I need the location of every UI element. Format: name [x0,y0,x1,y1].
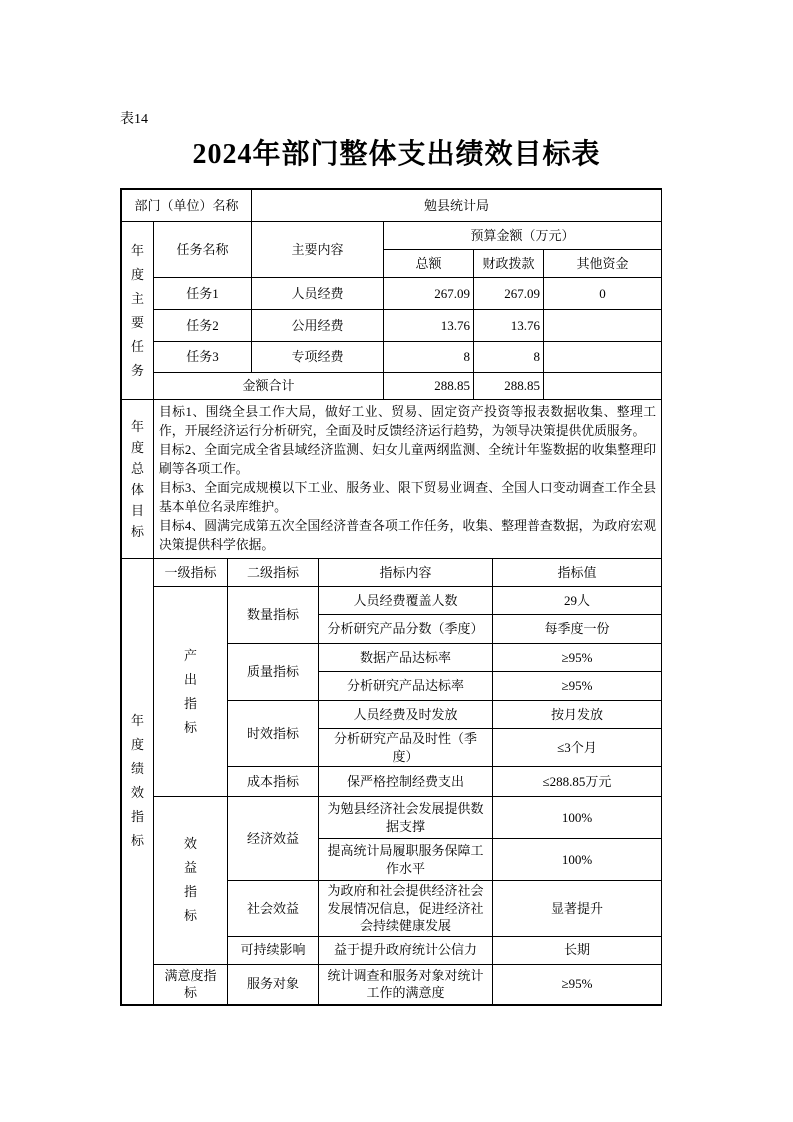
table-row [122,222,662,250]
indicator-value: 显著提升 [493,881,662,937]
indicator-content: 为勉县经济社会发展提供数据支撑 [319,797,493,839]
header-level1-indicator: 一级指标 [154,559,228,587]
task-content: 公用经费 [252,310,384,342]
indicator-value: ≥95% [493,964,662,1004]
output-indicators-label [154,587,228,797]
output-indicators-vertical-text: 产出指标 [184,647,198,735]
annual-tasks-section-label [122,222,154,400]
amount-total-other [544,373,662,400]
goal-item-3: 目标3、全面完成规模以下工业、服务业、限下贸易业调查、全国人口变动调查工作全县基本单位名录库维护。 [159,481,657,514]
amount-total-fiscal: 288.85 [474,373,544,400]
indicator-value: 按月发放 [493,701,662,729]
table-row [122,190,662,222]
table-row [122,797,662,839]
indicator-content: 分析研究产品分数（季度） [319,615,493,644]
service-target-label: 服务对象 [228,964,319,1004]
header-main-content: 主要内容 [252,222,384,278]
task-fiscal-value: 13.76 [474,310,544,342]
indicator-content: 提高统计局履职服务保障工作水平 [319,839,493,881]
indicator-content: 分析研究产品达标率 [319,672,493,701]
indicator-content: 数据产品达标率 [319,644,493,672]
table-row [122,964,662,1004]
quantity-indicator-label: 数量指标 [228,587,319,644]
sustainability-indicator-label: 可持续影响 [228,936,319,964]
header-other-funds: 其他资金 [544,250,662,278]
indicator-content: 分析研究产品及时性（季度） [319,729,493,767]
header-task-name: 任务名称 [154,222,252,278]
social-benefit-label: 社会效益 [228,881,319,937]
indicator-value: 100% [493,839,662,881]
dept-name-value: 勉县统计局 [252,190,662,222]
task-name: 任务2 [154,310,252,342]
annual-goals-vertical-text: 年度总体目标 [131,419,145,539]
satisfaction-indicator-label [154,964,228,1004]
header-indicator-content: 指标内容 [319,559,493,587]
dept-name-label: 部门（单位）名称 [122,190,252,222]
header-indicator-value: 指标值 [493,559,662,587]
indicator-content: 人员经费及时发放 [319,701,493,729]
indicator-value: 29人 [493,587,662,615]
indicator-content: 统计调查和服务对象对统计工作的满意度 [319,964,493,1004]
header-budget-amount: 预算金额（万元） [384,222,662,250]
table-number-tag: 表14 [120,112,148,127]
task-name: 任务1 [154,278,252,310]
page-title: 2024年部门整体支出绩效目标表 [192,139,601,170]
task-other-value [544,310,662,342]
indicator-content: 保严格控制经费支出 [319,767,493,797]
benefit-indicators-vertical-text: 效益指标 [184,836,198,924]
task-content: 人员经费 [252,278,384,310]
performance-indicators-section-label [122,559,154,1005]
satisfaction-indicator-text: 满意度指标 [164,967,217,1001]
performance-indicators-table [121,558,662,1005]
performance-target-table [120,188,662,1006]
header-total: 总额 [384,250,474,278]
table-row [122,342,662,373]
amount-total-value: 288.85 [384,373,474,400]
task-fiscal-value: 267.09 [474,278,544,310]
goal-item-1: 目标1、围绕全县工作大局，做好工业、贸易、固定资产投资等报表数据收集、整理工作，开展经济运行分析研究，全面及时反馈经济运行趋势，为领导决策提供优质服务。 [159,405,657,438]
goal-item-2: 目标2、全面完成全省县域经济监测、妇女儿童两纲监测、全统计年鉴数据的收集整理印刷等各项工作。 [159,443,657,476]
header-level2-indicator: 二级指标 [228,559,319,587]
task-other-value [544,342,662,373]
indicator-content: 益于提升政府统计公信力 [319,936,493,964]
quality-indicator-label: 质量指标 [228,644,319,701]
task-content: 专项经费 [252,342,384,373]
task-fiscal-value: 8 [474,342,544,373]
tasks-budget-table [121,189,662,559]
task-total-value: 267.09 [384,278,474,310]
annual-goals-text [154,400,662,559]
indicator-value: 长期 [493,936,662,964]
table-row [122,587,662,615]
task-other-value: 0 [544,278,662,310]
indicator-value: 100% [493,797,662,839]
timeliness-indicator-label: 时效指标 [228,701,319,767]
task-total-value: 13.76 [384,310,474,342]
indicator-value: ≤288.85万元 [493,767,662,797]
table-row [122,278,662,310]
annual-goals-section-label [122,400,154,559]
indicator-value: ≥95% [493,644,662,672]
table-row [122,373,662,400]
task-name: 任务3 [154,342,252,373]
indicator-value: 每季度一份 [493,615,662,644]
amount-total-label: 金额合计 [154,373,384,400]
benefit-indicators-label [154,797,228,965]
annual-tasks-vertical-text: 年度主要任务 [131,242,145,378]
table-row [122,310,662,342]
goal-item-4: 目标4、圆满完成第五次全国经济普查各项工作任务，收集、整理普查数据，为政府宏观决策提供科学依据。 [159,519,657,552]
indicator-content: 为政府和社会提供经济社会发展情况信息，促进经济社会持续健康发展 [319,881,493,937]
indicator-content: 人员经费覆盖人数 [319,587,493,615]
table-row [122,559,662,587]
indicator-value: ≤3个月 [493,729,662,767]
header-fiscal-allocation: 财政拨款 [474,250,544,278]
indicator-value: ≥95% [493,672,662,701]
task-total-value: 8 [384,342,474,373]
economic-benefit-label: 经济效益 [228,797,319,881]
table-row [122,400,662,559]
performance-indicators-vertical-text: 年度绩效指标 [131,713,145,849]
cost-indicator-label: 成本指标 [228,767,319,797]
